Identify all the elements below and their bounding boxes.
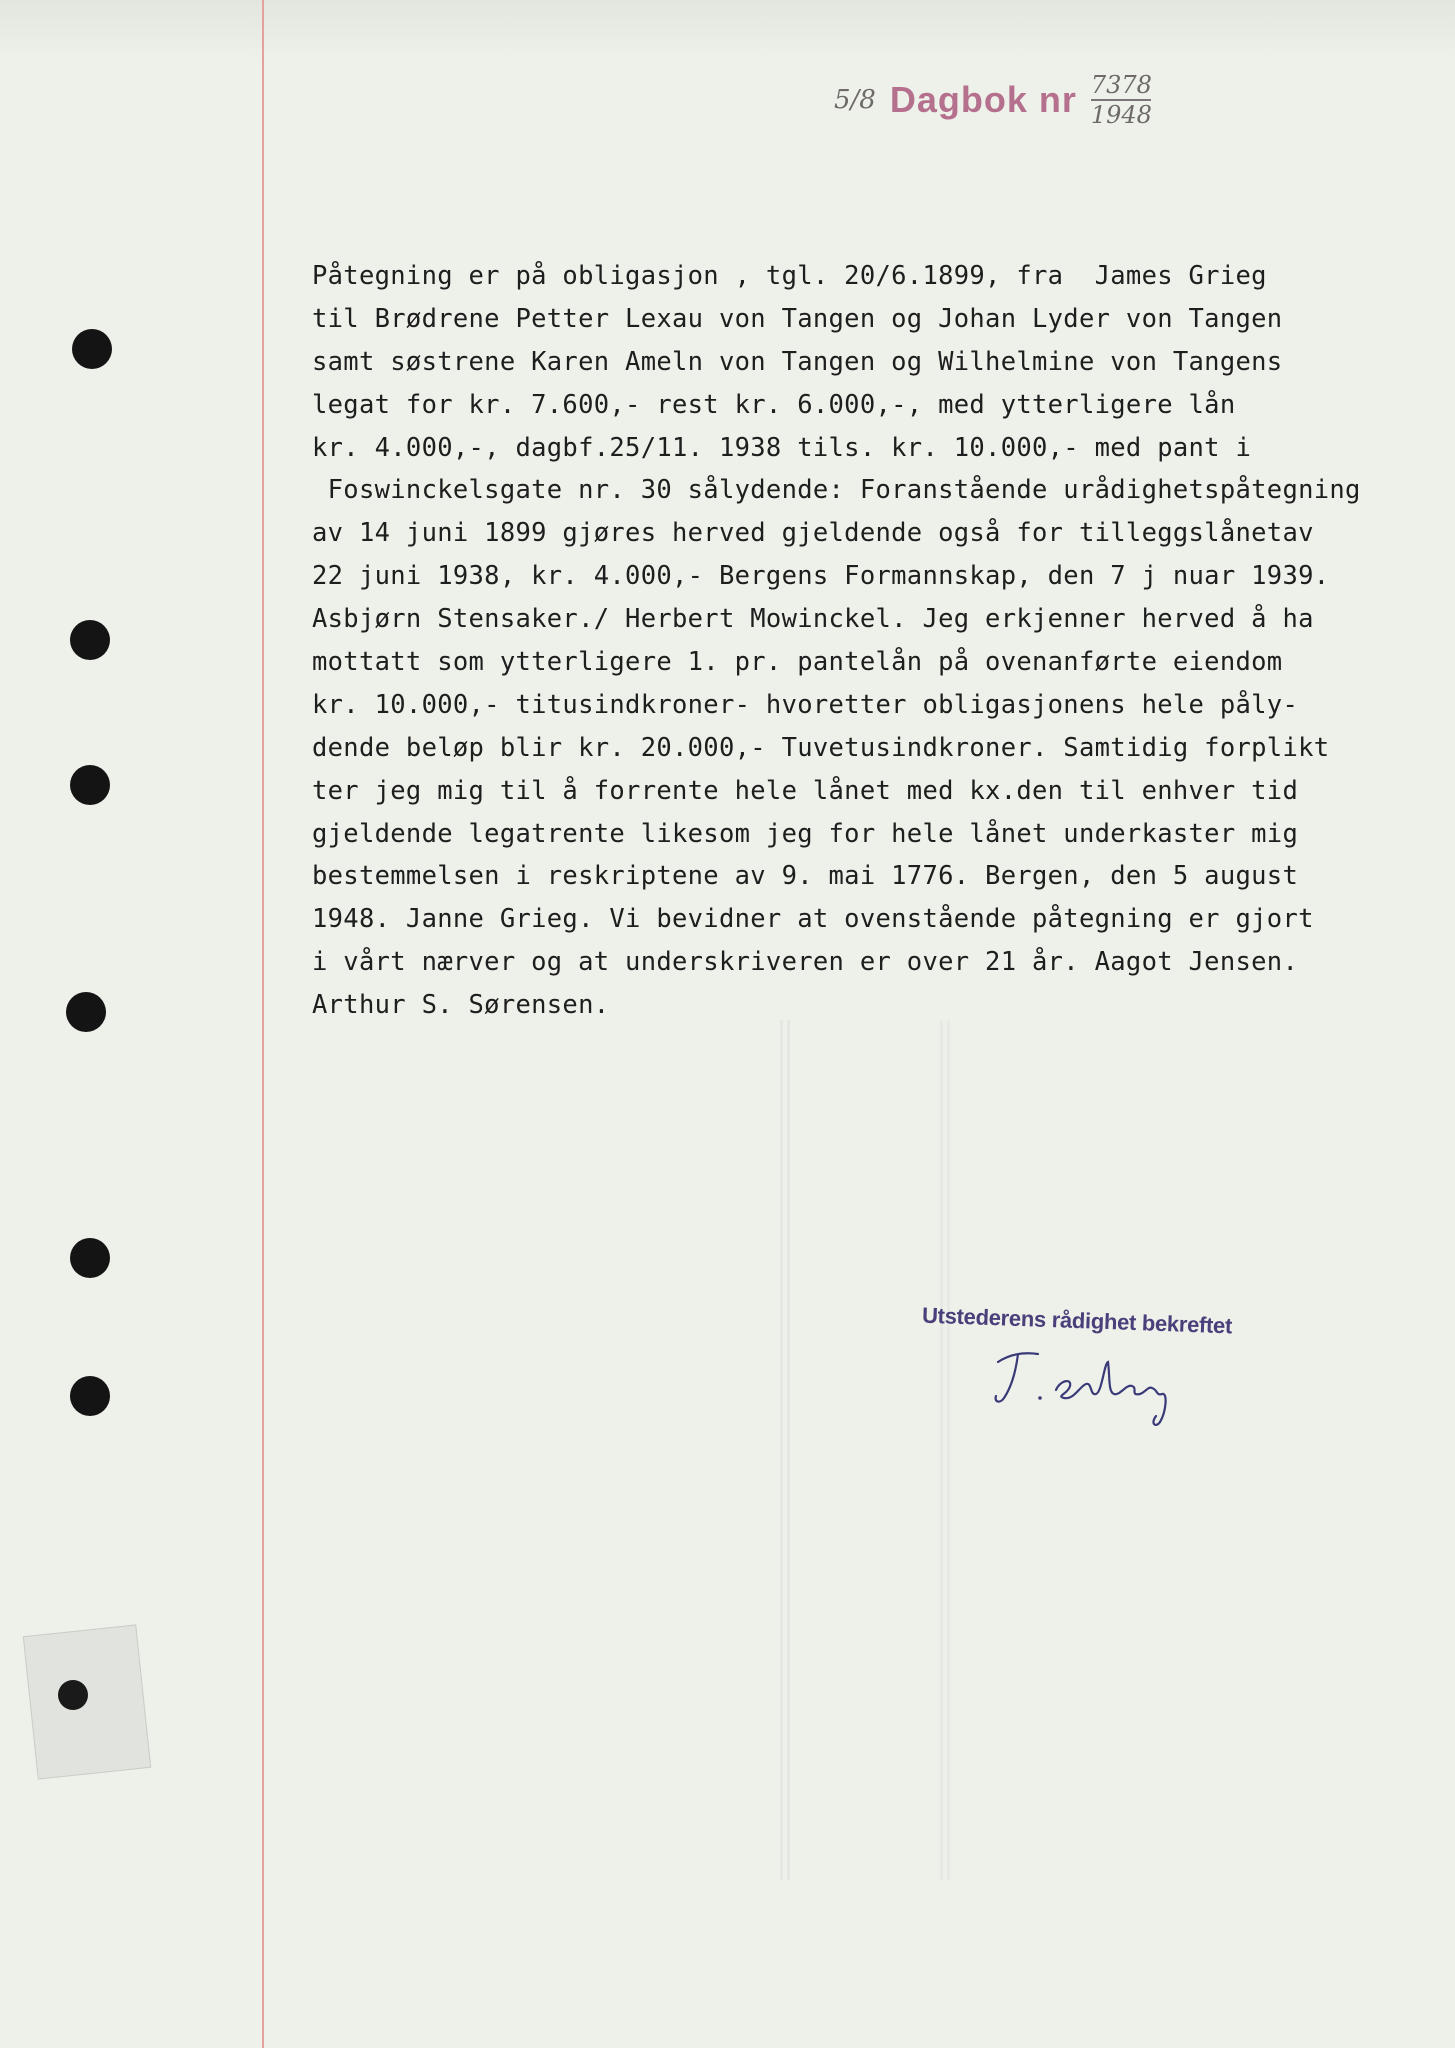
body-text	[312, 255, 1437, 1027]
punch-hole	[70, 1376, 110, 1416]
margin-line	[262, 0, 264, 2048]
text-line: 1948. Janne Grieg. Vi bevidner at ovenstående påtegning er gjort	[312, 904, 1314, 935]
scan-shadow	[0, 0, 1455, 60]
text-line: kr. 10.000,- titusindkroner- hvoretter obligasjonens hele påly-	[312, 689, 1299, 720]
journal-number	[1091, 73, 1152, 127]
journal-number-top: 7378	[1090, 71, 1152, 99]
date-note: 5/8	[834, 85, 876, 115]
text-line: ter jeg mig til å forrente hele lånet med kx.den til enhver tid	[312, 775, 1299, 806]
text-line: Foswinckelsgate nr. 30 sålydende: Foranstående urådighetspåtegning	[312, 475, 1361, 506]
binding-tab	[23, 1624, 151, 1779]
punch-hole	[70, 765, 110, 805]
journal-header	[834, 72, 1152, 128]
text-line: mottatt som ytterligere 1. pr. pantelån på ovenanførte eiendom	[312, 647, 1283, 678]
text-line: av 14 juni 1899 gjøres herved gjeldende også for tilleggslånetav	[312, 518, 1314, 549]
punch-hole	[70, 620, 110, 660]
text-line: samt søstrene Karen Ameln von Tangen og Wilhelmine von Tangens	[312, 346, 1283, 377]
text-line: dende beløp blir kr. 20.000,- Tuvetusindkroner. Samtidig forplikt	[312, 732, 1330, 763]
journal-stamp-label: Dagbok nr	[889, 79, 1077, 120]
text-line: til Brødrene Petter Lexau von Tangen og Johan Lyder von Tangen	[312, 303, 1283, 334]
text-line: i vårt nærver og at underskriveren er over 21 år. Aagot Jensen.	[312, 947, 1299, 978]
verification-stamp: Utstederens rådighet bekreftet	[921, 1302, 1233, 1339]
text-line: gjeldende legatrente likesom jeg for hele lånet underkaster mig	[312, 818, 1299, 849]
text-line: 22 juni 1938, kr. 4.000,- Bergens Formannskap, den 7 j nuar 1939.	[312, 561, 1330, 592]
punch-hole	[72, 329, 112, 369]
punch-hole	[70, 1238, 110, 1278]
text-line: bestemmelsen i reskriptene av 9. mai 1776. Bergen, den 5 august	[312, 861, 1299, 892]
text-line: legat for kr. 7.600,- rest kr. 6.000,-, med ytterligere lån	[312, 389, 1236, 420]
journal-number-bottom: 1948	[1090, 101, 1152, 129]
text-line: Asbjørn Stensaker./ Herbert Mowinckel. Jeg erkjenner herved å ha	[312, 604, 1314, 635]
signature	[990, 1340, 1200, 1430]
text-line: kr. 4.000,-, dagbf.25/11. 1938 tils. kr. 10.000,- med pant i	[312, 432, 1252, 463]
bleed-through-stamp	[780, 1020, 950, 1880]
punch-hole	[58, 1680, 88, 1710]
punch-hole	[66, 992, 106, 1032]
text-line: Arthur S. Sørensen.	[312, 990, 610, 1021]
text-line: Påtegning er på obligasjon , tgl. 20/6.1899, fra James Grieg	[312, 261, 1267, 291]
